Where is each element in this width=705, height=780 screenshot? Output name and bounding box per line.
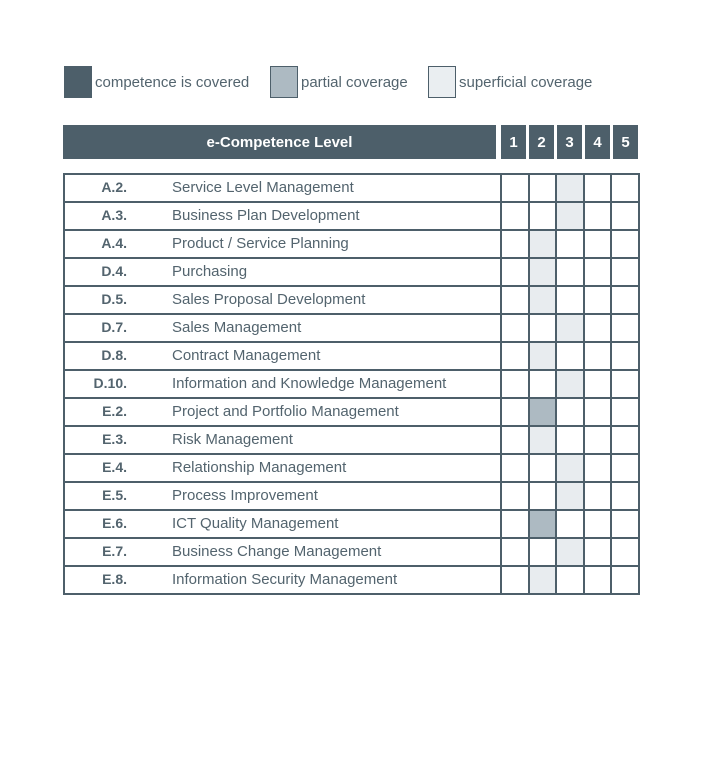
level-cell-5 [611,342,639,370]
legend-label-covered: competence is covered [95,73,250,91]
level-cell-3 [556,510,584,538]
level-cell-2 [529,342,557,370]
competence-title: Contract Management [172,347,321,364]
table-row [64,342,639,370]
level-cell-4 [584,482,612,510]
level-cell-4 [584,398,612,426]
level-cell-2 [529,370,557,398]
level-cell-3 [556,426,584,454]
table-row [64,566,639,594]
level-cell-3 [556,482,584,510]
table-row [64,230,639,258]
header-level-1: 1 [501,125,526,159]
competence-code: E.8. [102,571,127,587]
superficial-swatch-icon [428,66,456,98]
competence-code: D.4. [101,263,127,279]
level-cell-4 [584,230,612,258]
level-cell-2 [529,286,557,314]
header-level-3: 3 [557,125,582,159]
level-cell-4 [584,370,612,398]
level-cell-2 [529,258,557,286]
competence-code: D.7. [101,319,127,335]
level-cell-2 [529,398,557,426]
competence-code: A.2. [101,179,127,195]
table-row [64,174,639,202]
level-cell-3 [556,286,584,314]
covered-swatch-icon [64,66,92,98]
table-row [64,538,639,566]
table-header-title: e-Competence Level [63,125,496,159]
level-cell-4 [584,286,612,314]
competence-title: Purchasing [172,263,248,280]
level-cell-3 [556,566,584,594]
competence-title: Information Security Management [172,571,398,588]
level-cell-2 [529,314,557,342]
level-cell-3 [556,202,584,230]
competence-title: Sales Management [172,319,302,336]
level-cell-1 [501,230,529,258]
competence-title: Process Improvement [172,487,318,504]
level-cell-4 [584,454,612,482]
competence-code: E.3. [102,431,127,447]
level-cell-5 [611,286,639,314]
legend-item-covered [64,66,249,98]
header-level-4: 4 [585,125,610,159]
level-cell-5 [611,538,639,566]
competence-code: A.4. [101,235,127,251]
legend-item-partial [270,66,408,98]
level-cell-2 [529,510,557,538]
level-cell-3 [556,454,584,482]
competence-code: E.6. [102,515,127,531]
header-level-2: 2 [529,125,554,159]
level-cell-2 [529,482,557,510]
table-row [64,286,639,314]
level-cell-1 [501,342,529,370]
level-cell-2 [529,454,557,482]
level-cell-5 [611,370,639,398]
header-level-boxes [501,125,638,159]
header-level-5: 5 [613,125,638,159]
competence-desc-cell [64,482,501,510]
level-cell-3 [556,174,584,202]
competence-title: Relationship Management [172,459,347,476]
competence-title: Project and Portfolio Management [172,403,399,420]
legend-label-superficial: superficial coverage [459,73,593,91]
level-cell-1 [501,454,529,482]
table-row [64,370,639,398]
level-cell-1 [501,566,529,594]
table-row [64,482,639,510]
competence-title: Business Change Management [172,543,382,560]
competence-desc-cell [64,566,501,594]
competence-title: Information and Knowledge Management [172,375,447,392]
level-cell-1 [501,538,529,566]
table-row [64,510,639,538]
competence-code: E.2. [102,403,127,419]
competence-code: D.5. [101,291,127,307]
level-cell-3 [556,398,584,426]
legend-item-superficial [428,66,592,98]
competence-code: E.5. [102,487,127,503]
level-cell-4 [584,426,612,454]
competence-desc-cell [64,174,501,202]
level-cell-4 [584,510,612,538]
competence-desc-cell [64,230,501,258]
level-cell-4 [584,258,612,286]
level-cell-2 [529,230,557,258]
level-cell-3 [556,538,584,566]
level-cell-5 [611,398,639,426]
table-row [64,398,639,426]
level-cell-1 [501,286,529,314]
level-cell-4 [584,342,612,370]
level-cell-5 [611,426,639,454]
competence-code: E.4. [102,459,127,475]
level-cell-1 [501,314,529,342]
competence-code: D.10. [93,375,127,391]
level-cell-1 [501,202,529,230]
competence-desc-cell [64,398,501,426]
table-row [64,202,639,230]
level-cell-5 [611,454,639,482]
level-cell-1 [501,510,529,538]
level-cell-2 [529,566,557,594]
competence-desc-cell [64,426,501,454]
competence-title: ICT Quality Management [172,515,339,532]
table-row [64,426,639,454]
level-cell-1 [501,482,529,510]
competence-desc-cell [64,286,501,314]
competence-desc-cell [64,510,501,538]
competence-title: Service Level Management [172,179,354,196]
competence-desc-cell [64,202,501,230]
level-cell-3 [556,230,584,258]
competence-code: E.7. [102,543,127,559]
level-cell-4 [584,174,612,202]
level-cell-4 [584,314,612,342]
level-cell-1 [501,370,529,398]
level-cell-3 [556,370,584,398]
level-cell-4 [584,202,612,230]
level-cell-4 [584,566,612,594]
level-cell-5 [611,174,639,202]
level-cell-2 [529,538,557,566]
level-cell-5 [611,258,639,286]
competence-table-body [64,174,639,594]
level-cell-5 [611,482,639,510]
table-row [64,454,639,482]
level-cell-1 [501,258,529,286]
level-cell-4 [584,538,612,566]
level-cell-3 [556,314,584,342]
level-cell-5 [611,202,639,230]
competence-desc-cell [64,538,501,566]
table-row [64,258,639,286]
competence-title: Risk Management [172,431,293,448]
competence-title: Sales Proposal Development [172,291,366,308]
competence-desc-cell [64,342,501,370]
competence-desc-cell [64,258,501,286]
competence-desc-cell [64,314,501,342]
level-cell-2 [529,426,557,454]
level-cell-5 [611,566,639,594]
level-cell-5 [611,230,639,258]
table-row [64,314,639,342]
level-cell-3 [556,258,584,286]
level-cell-5 [611,314,639,342]
level-cell-2 [529,202,557,230]
competence-title: Product / Service Planning [172,235,349,252]
competence-code: A.3. [101,207,127,223]
competence-title: Business Plan Development [172,207,360,224]
legend-label-partial: partial coverage [301,73,408,91]
level-cell-1 [501,426,529,454]
level-cell-3 [556,342,584,370]
level-cell-1 [501,174,529,202]
partial-swatch-icon [270,66,298,98]
competence-code: D.8. [101,347,127,363]
table-header-bar [63,125,638,159]
level-cell-1 [501,398,529,426]
competence-desc-cell [64,454,501,482]
competence-matrix-table [63,173,640,595]
level-cell-2 [529,174,557,202]
level-cell-5 [611,510,639,538]
competence-desc-cell [64,370,501,398]
